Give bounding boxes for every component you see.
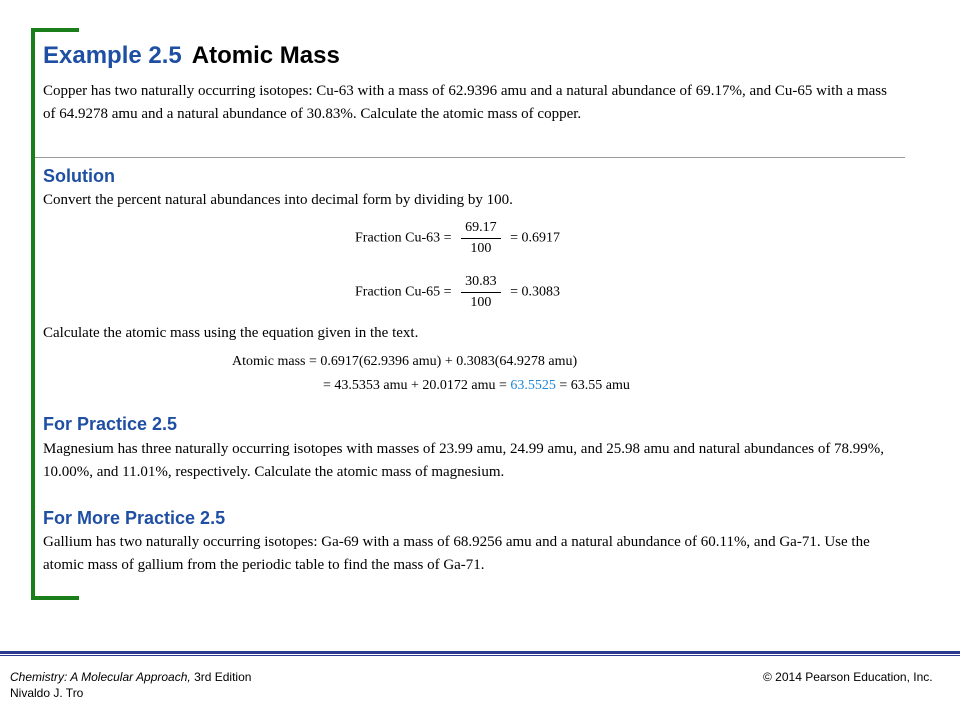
mass-line2-prefix: = 43.5353 amu + 20.0172 amu =: [323, 378, 511, 393]
bracket-bottom-tick: [31, 596, 79, 600]
practice-heading: For Practice 2.5: [43, 414, 178, 434]
left-bracket: [31, 28, 35, 600]
eq1-numerator: 69.17: [461, 220, 501, 239]
equation-fraction-cu65: [355, 274, 560, 311]
footer-author: Nivaldo J. Tro: [10, 686, 84, 700]
mass-highlight-value: 63.5525: [510, 378, 556, 393]
footer-rule-thin: [0, 655, 960, 656]
title-name: Atomic Mass: [191, 42, 340, 69]
eq2-numerator: 30.83: [461, 274, 501, 293]
eq2-denominator: 100: [470, 295, 492, 310]
eq2-fraction: [461, 274, 501, 311]
more-practice-heading: For More Practice 2.5: [43, 508, 226, 528]
eq1-fraction: [461, 220, 501, 257]
title-number: Example 2.5: [43, 42, 182, 69]
footer-book-title: Chemistry: A Molecular Approach,: [10, 670, 191, 684]
footer-book: [10, 670, 251, 684]
atomic-mass-line2: [323, 378, 630, 394]
atomic-mass-line1: Atomic mass = 0.6917(62.9396 amu) + 0.3083(64.9278 amu): [232, 354, 578, 369]
slide-title: [43, 42, 340, 70]
footer-rule: [0, 651, 960, 654]
eq1-label: Fraction Cu-63 =: [355, 230, 452, 246]
practice-text: Magnesium has three naturally occurring isotopes with masses of 23.99 amu, 24.99 amu, and 25.98 amu and natural abundances of 78.99%, 10.00%, and 11.01%, respectively. Calculate the atomic mass of magnesium.: [43, 441, 885, 480]
problem-statement: Copper has two naturally occurring isotopes: Cu-63 with a mass of 62.9396 amu and a natural abundance of 69.17%, and Cu-65 with a mass of 64.9278 amu and a natural abundance of 30.83%. Calculate the atomic mass of copper.: [43, 83, 887, 122]
eq2-label: Fraction Cu-65 =: [355, 284, 452, 300]
eq2-result: = 0.3083: [510, 284, 560, 300]
solution-step2: Calculate the atomic mass using the equation given in the text.: [43, 325, 419, 341]
solution-heading: Solution: [43, 166, 115, 186]
eq1-result: = 0.6917: [510, 230, 560, 246]
footer-edition: 3rd Edition: [190, 670, 252, 684]
bracket-top-tick: [31, 28, 79, 32]
equation-fraction-cu63: [355, 220, 560, 257]
footer-copyright: © 2014 Pearson Education, Inc.: [763, 670, 933, 684]
mass-line2-suffix: = 63.55 amu: [555, 378, 630, 393]
solution-step1: Convert the percent natural abundances into decimal form by dividing by 100.: [43, 192, 513, 208]
more-practice-text: Gallium has two naturally occurring isotopes: Ga-69 with a mass of 68.9256 amu and a natural abundance of 60.11%, and Ga-71. Use the atomic mass of gallium from the periodic table to find the mass of Ga-71.: [43, 534, 870, 573]
eq1-denominator: 100: [470, 241, 492, 256]
separator-line: [35, 157, 905, 158]
